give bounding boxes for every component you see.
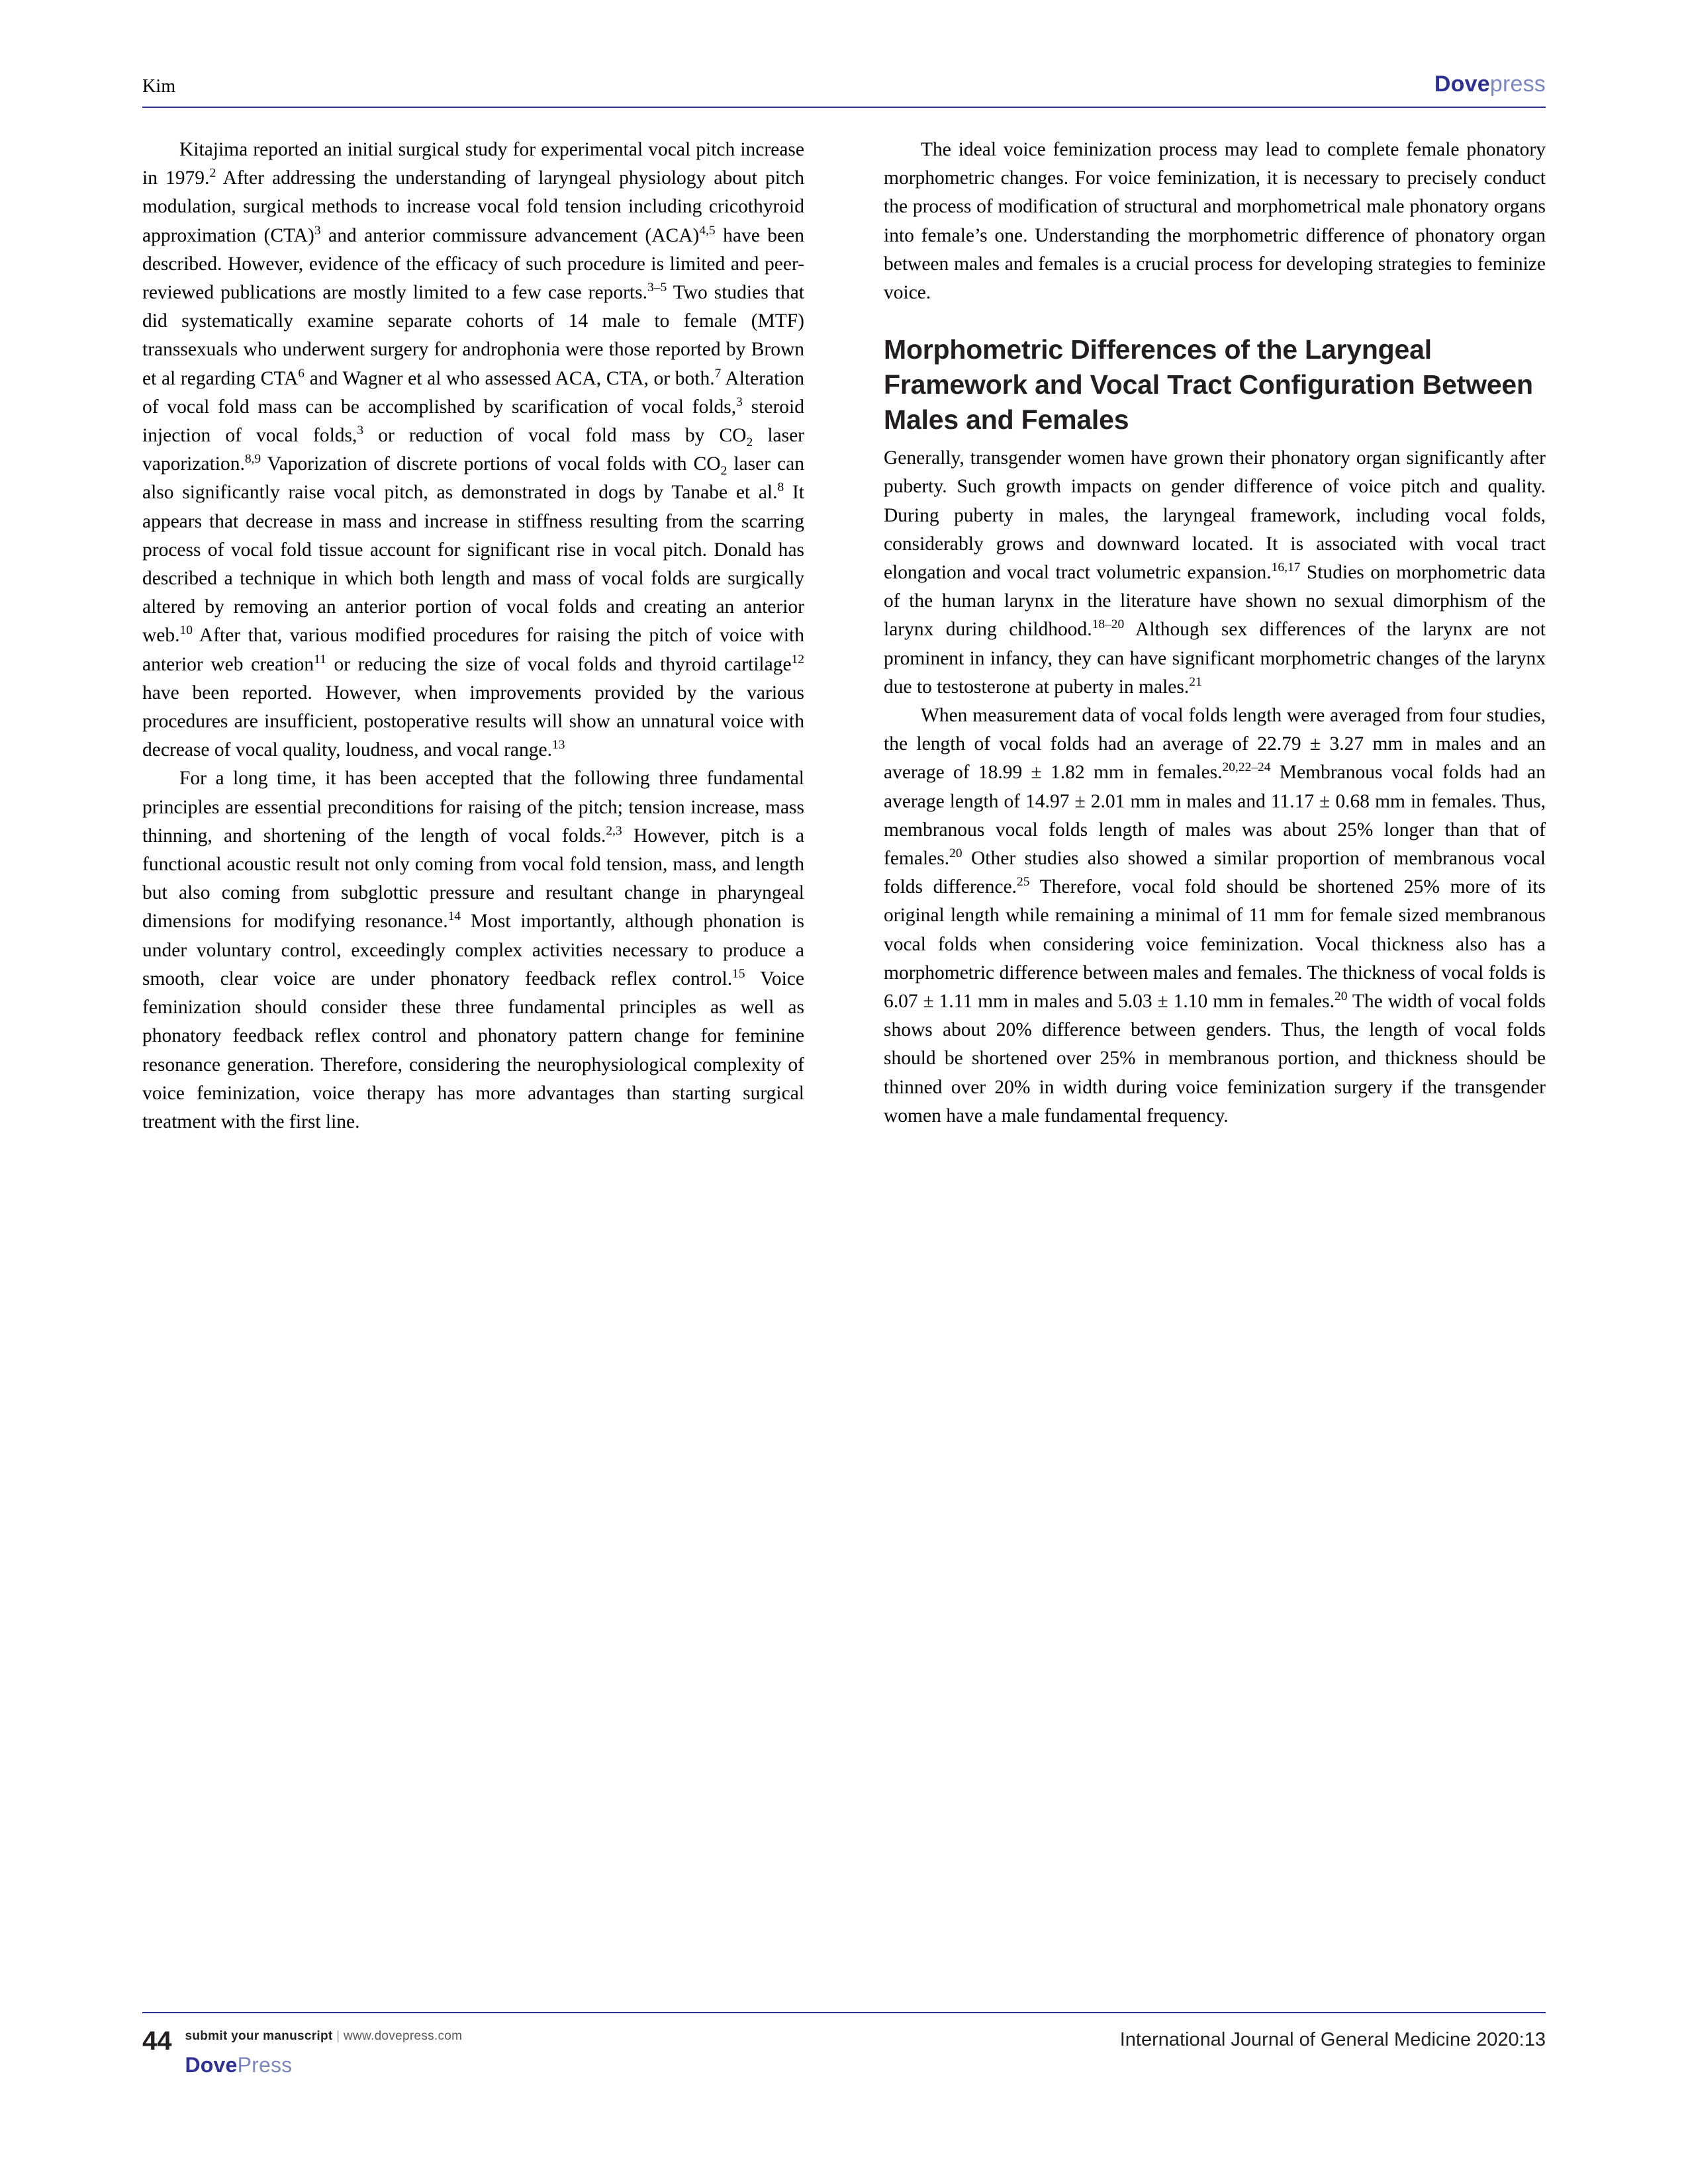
dovepress-header-logo[interactable] xyxy=(1434,71,1546,97)
body-column-left xyxy=(142,136,804,1136)
paragraph: Generally, transgender women have grown their phonatory organ significantly after puberty. Such growth impacts on gender difference of voice pitch and quality. During puberty in males, the laryngeal framework, including vocal folds, considerably grows and downward located. It is associated with vocal tract elongation and vocal tract volumetric expansion.$^{16,17}$ Studies on morphometric data of the human larynx in the literature have shown no sexual dimorphism of the larynx during childhood.$^{18-20}$ Although sex differences of the larynx are not prominent in infancy, they can have significant morphometric changes of the larynx due to testosterone at puberty in males.$^{21}$ xyxy=(884,447,1546,698)
submit-separator: | xyxy=(336,2029,340,2043)
dovepress-footer-logo[interactable] xyxy=(185,2053,463,2077)
running-head-author: Kim xyxy=(142,76,176,97)
footer-left xyxy=(142,2024,462,2077)
paragraph: For a long time, it has been accepted that the following three fundamental principles are essential preconditions for raising of the pitch; tension increase, mass thinning, and shortening of the length of vocal folds.$^{2,3}$ However, pitch is a functional acoustic result not only coming from vocal fold tension, mass, and length but also coming from subglottic pressure and resultant change in pharyngeal dimensions for modifying resonance.$^{14}$ Most importantly, although phonation is under voluntary control, exceedingly complex activities necessary to produce a smooth, clear voice are under phonatory feedback reflex control.$^{15}$ Voice feminization should consider these three fundamental principles as well as phonatory feedback reflex control and phonatory pattern change for feminine resonance generation. Therefore, considering the neurophysiological complexity of voice feminization, voice therapy has more advantages than starting surgical treatment with the first line. xyxy=(142,768,804,1132)
submit-manuscript-label: submit your manuscript xyxy=(185,2029,333,2043)
body-column-right xyxy=(884,136,1546,1130)
submit-manuscript-block xyxy=(185,2024,463,2077)
dovepress-logo-light: press xyxy=(1489,71,1546,97)
running-head xyxy=(142,71,1546,108)
paragraph: When measurement data of vocal folds length were averaged from four studies, the length of vocal folds had an average of 22.79 ± 3.27 mm in males and an average of 18.99 ± 1.82 mm in females.$^{20,22-24}$ Membranous vocal folds had an average length of 14.97 ± 2.01 mm in males and 11.17 ± 0.68 mm in females. Thus, membranous vocal folds length of males was about 25% longer than that of females.$^{20}$ Other studies also showed a similar proportion of membranous vocal folds difference.$^{25}$ Therefore, vocal fold should be shortened 25% more of its original length while remaining a minimal of 11 mm for female sized membranous vocal folds when considering voice feminization. Vocal thickness also has a morphometric difference between males and females. The thickness of vocal folds is 6.07 ± 1.11 mm in males and 5.03 ± 1.10 mm in females.$^{20}$ The width of vocal folds shows about 20% difference between genders. Thus, the length of vocal folds should be shortened over 25% in membranous portion, and thickness should be thinned over 20% in width during voice feminization surgery if the transgender women have a male fundamental frequency. xyxy=(884,705,1546,1126)
dovepress-footer-logo-light: Press xyxy=(237,2053,293,2077)
page-number: 44 xyxy=(142,2026,172,2056)
dovepress-footer-logo-bold: Dove xyxy=(185,2053,238,2077)
dovepress-url[interactable]: www.dovepress.com xyxy=(343,2029,463,2043)
page-footer xyxy=(142,2012,1546,2077)
paragraph: The ideal voice feminization process may lead to complete female phonatory morphometric changes. For voice feminization, it is necessary to precisely conduct the process of modification of structural and morphometrical male phonatory organs into female’s one. Understanding the morphometric difference of phonatory organ between males and females is a crucial process for developing strategies to feminize voice. xyxy=(884,139,1546,304)
section-heading: Morphometric Differences of the Laryngeal Framework and Vocal Tract Configuration Between Males and Females xyxy=(884,334,1533,435)
submit-manuscript-line[interactable] xyxy=(185,2029,463,2044)
dovepress-logo-bold: Dove xyxy=(1434,71,1490,97)
paragraph: Kitajima reported an initial surgical study for experimental vocal pitch increase in 1979.$^2$ After addressing the understanding of laryngeal physiology about pitch modulation, surgical methods to increase vocal fold tension including cricothyroid approximation (CTA)$^3$ and anterior commissure advancement (ACA)$^{4,5}$ have been described. However, evidence of the efficacy of such procedure is limited and peer-reviewed publications are mostly limited to a few case reports.$^{3-5}$ Two studies that did systematically examine separate cohorts of 14 male to female (MTF) transsexuals who underwent surgery for androphonia were those reported by Brown et al regarding CTA$^6$ and Wagner et al who assessed ACA, CTA, or both.$^7$ Alteration of vocal fold mass can be accomplished by scarification of vocal folds,$^3$ steroid injection of vocal folds,$^3$ or reduction of vocal fold mass by $CO_2$ laser vaporization.$^{8,9}$ Vaporization of discrete portions of vocal folds with $CO_2$ laser can also significantly raise vocal pitch, as demonstrated in dogs by Tanabe et al.$^8$ It appears that decrease in mass and increase in stiffness resulting from the scarring process of vocal fold tissue account for significant rise in vocal pitch. Donald has described a technique in which both length and mass of vocal folds are surgically altered by removing an anterior portion of vocal folds and creating an anterior web.$^{10}$ After that, various modified procedures for raising the pitch of voice with anterior web creation$^{11}$ or reducing the size of vocal folds and thyroid cartilage$^{12}$ have been reported. However, when improvements provided by the various procedures are insufficient, postoperative results will show an unnatural voice with decrease of vocal quality, loudness, and vocal range.$^{13}$ xyxy=(142,139,805,761)
journal-citation: International Journal of General Medicine 2020:13 xyxy=(1119,2029,1546,2050)
